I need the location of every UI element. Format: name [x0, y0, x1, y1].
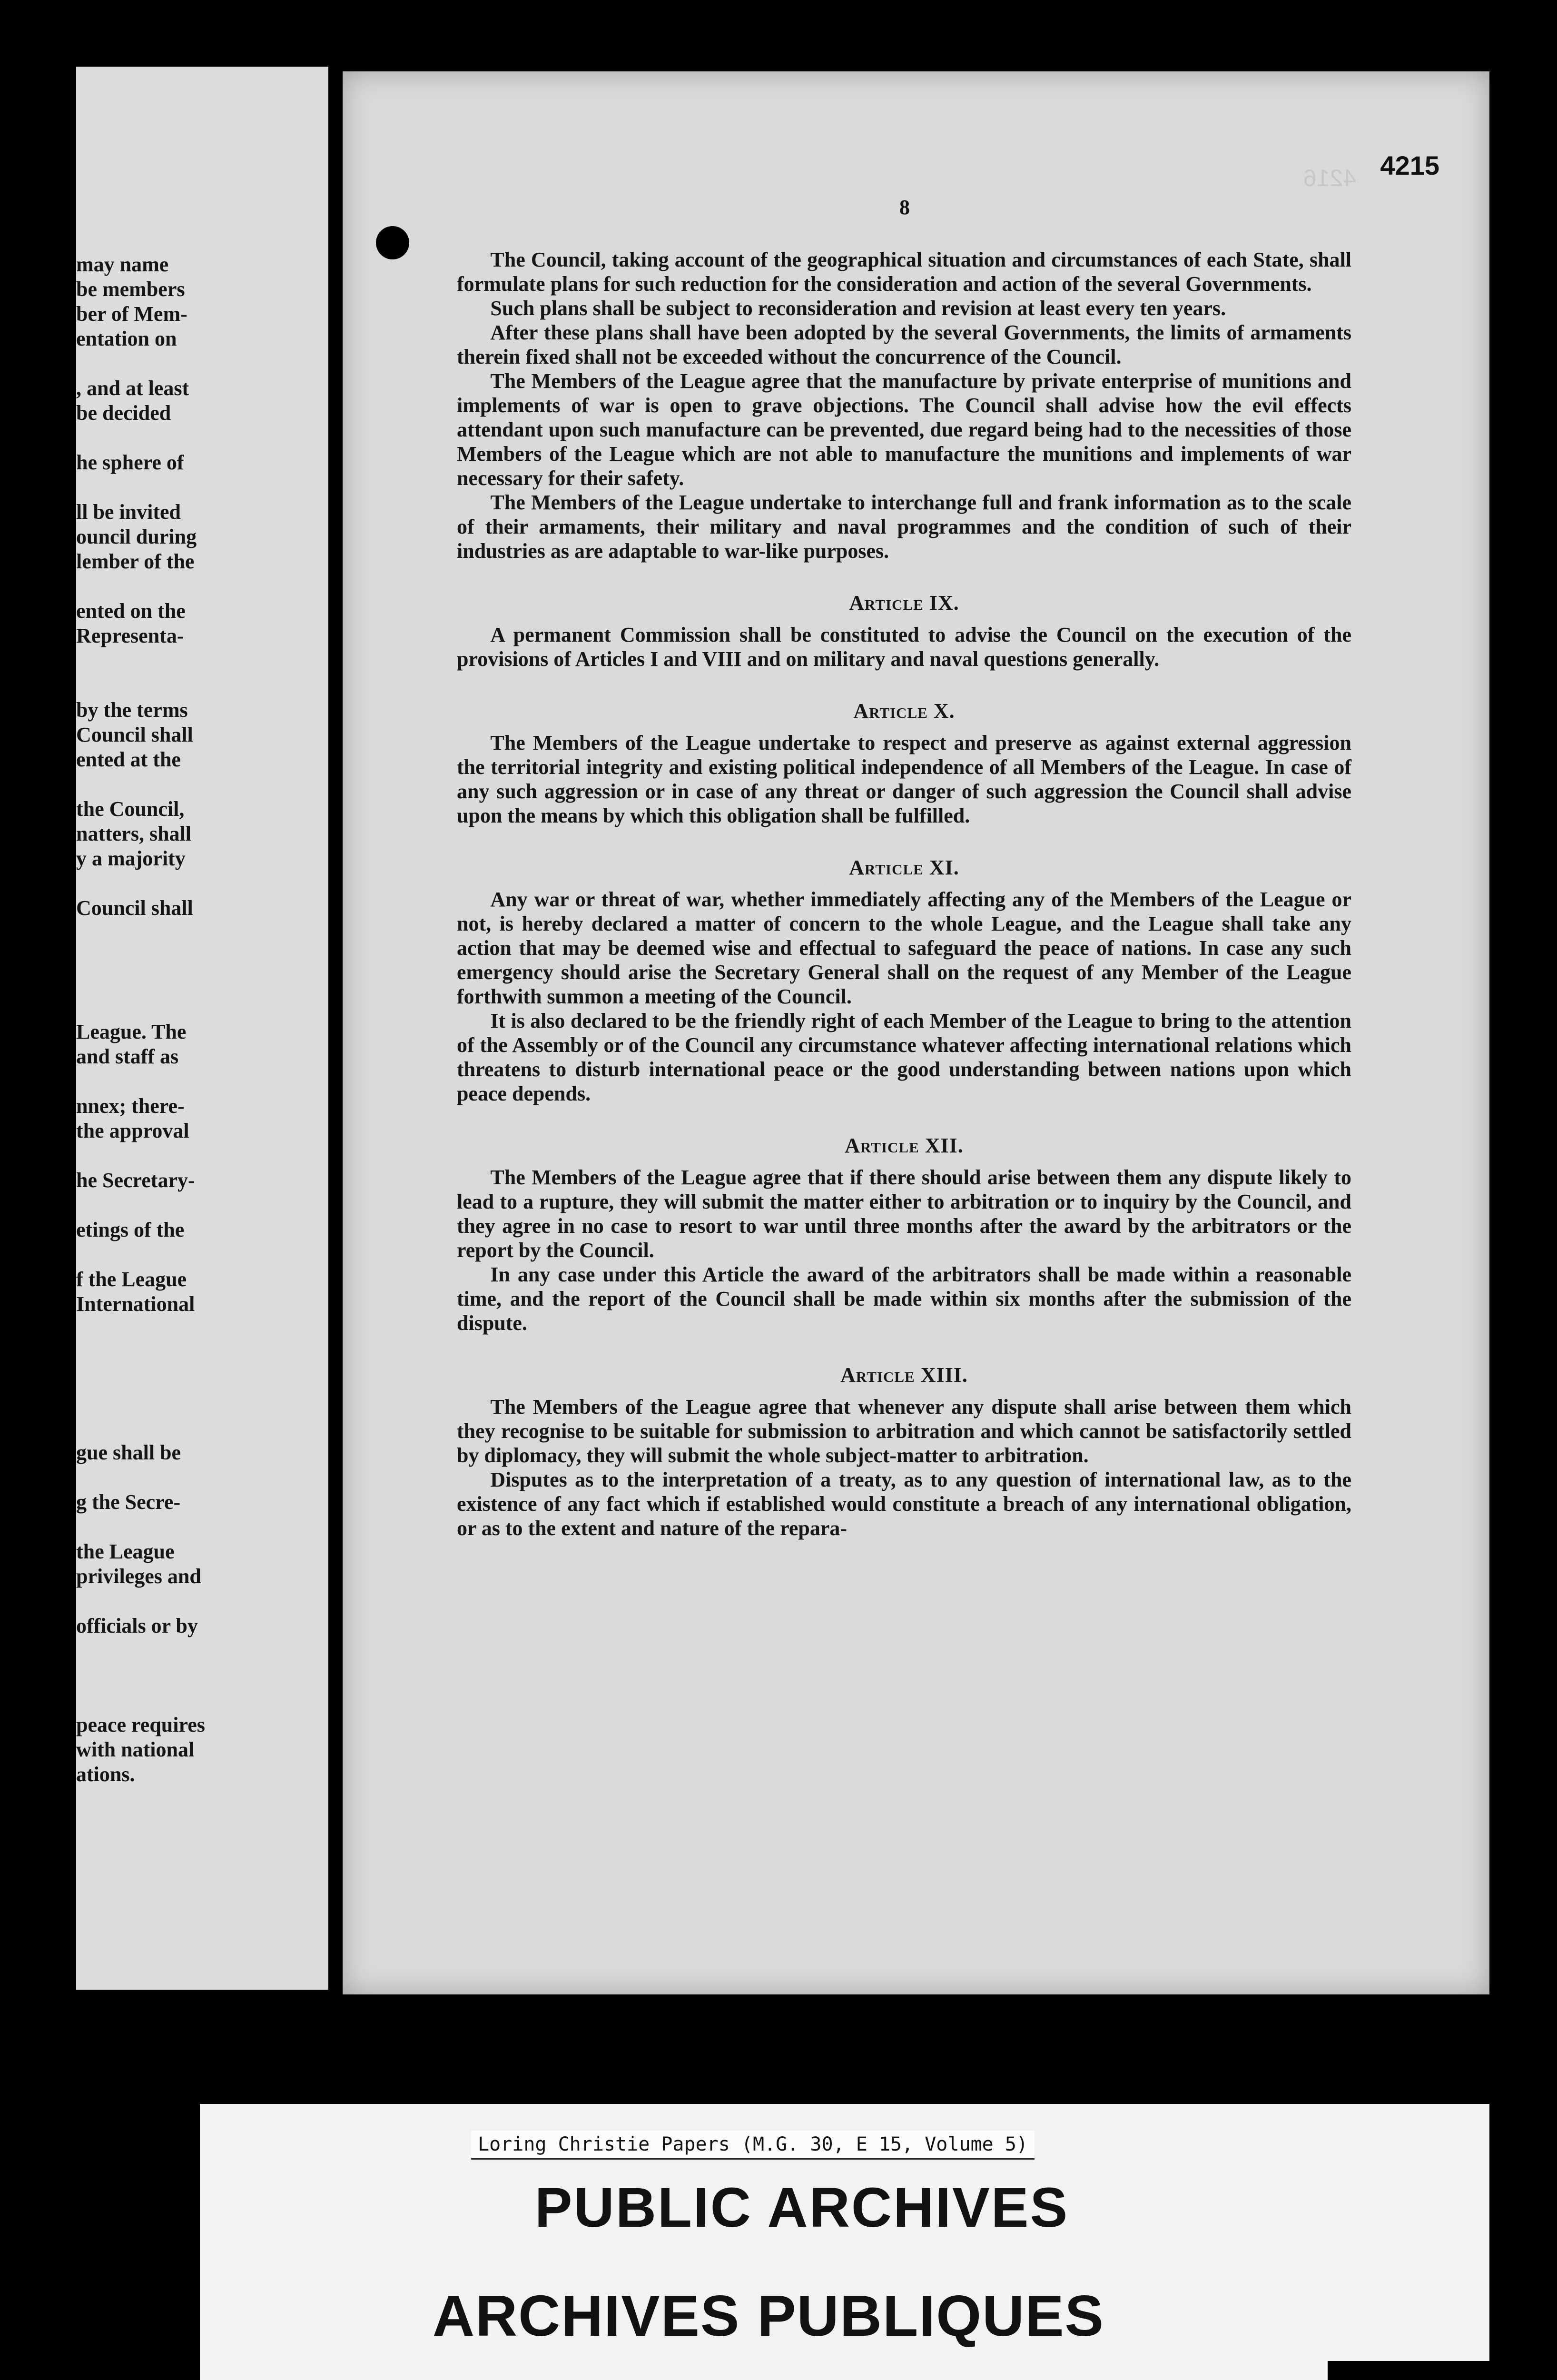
archives-logo: [1328, 2361, 1489, 2380]
left-page-line: ll be invited: [76, 500, 181, 524]
paragraph: The Members of the League agree that the manufacture by private enterprise of munitions and implements of war is open to grave objections. The Council shall advise how the evil effects attendant upon such manufacture can be prevented, due regard being had to the necessities of those Members of the League which are not able to manufacture the munitions and implements of war necessary for their safety.: [457, 369, 1351, 490]
paragraph: The Members of the League agree that whenever any dispute shall arise between them which they recognise to be suitable for submission to arbitration and which cannot be satisfactorily settled by diplomacy, they will submit the whole subject-matter to arbitration.: [457, 1395, 1351, 1467]
document-body: [457, 248, 1351, 1540]
left-page-line: the approval: [76, 1119, 189, 1142]
page-fold-shadow: [328, 67, 343, 1990]
paragraph: Any war or threat of war, whether immediately affecting any of the Members of the League or not, is hereby declared a matter of concern to the whole League, and the League shall take any action that may be deemed wise and effectual to safeguard the peace of nations. In case any such emergency should arise the Secretary General shall on the request of any Member of the League forthwith summon a meeting of the Council.: [457, 888, 1351, 1008]
left-page-line: officials or by: [76, 1614, 198, 1637]
left-page-line: may name: [76, 253, 169, 276]
article-heading: Article XI.: [849, 856, 959, 879]
left-page-line: ations.: [76, 1763, 135, 1786]
left-page-line: natters, shall: [76, 822, 191, 845]
citation-label: Loring Christie Papers (M.G. 30, E 15, Volume 5): [471, 2131, 1035, 2160]
left-page-line: y a majority: [76, 847, 186, 870]
archives-title-fr: ARCHIVES PUBLIQUES: [432, 2283, 1105, 2348]
left-page-line: etings of the: [76, 1218, 185, 1241]
left-page-line: he sphere of: [76, 451, 184, 474]
article-heading: Article X.: [853, 699, 955, 723]
inner-page-number: 8: [899, 196, 910, 219]
paragraph: In any case under this Article the award of the arbitrators shall be made within a reasonable time, and the report of the Council shall be made within six months after the submission of the dispute.: [457, 1263, 1351, 1335]
left-page-line: ented on the: [76, 599, 186, 623]
archives-card: [200, 2104, 1489, 2380]
page-number: 4215: [1380, 150, 1439, 180]
paragraph: Such plans shall be subject to reconsideration and revision at least every ten years.: [490, 297, 1226, 320]
left-page-line: , and at least: [76, 377, 189, 400]
left-page-line: be members: [76, 278, 185, 301]
paragraph: The Council, taking account of the geographical situation and circumstances of each State, shall formulate plans for such reduction for the consideration and action of the several Governments.: [457, 248, 1351, 296]
document-page: [343, 71, 1489, 1994]
left-page-line: he Secretary-: [76, 1169, 195, 1192]
punch-hole: [376, 226, 409, 259]
left-page-line: f the League: [76, 1268, 187, 1291]
ghost-page-number: 4216: [1303, 165, 1356, 191]
left-page-line: Council shall: [76, 896, 193, 920]
left-page-line: ented at the: [76, 748, 181, 771]
left-page-fragment: [76, 67, 328, 1990]
article-heading: Article IX.: [849, 591, 959, 615]
left-page-line: nnex; there-: [76, 1094, 185, 1118]
left-page-line: by the terms: [76, 698, 188, 722]
left-page-line: entation on: [76, 327, 177, 350]
left-page-line: and staff as: [76, 1045, 179, 1068]
left-page-line: peace requires: [76, 1713, 205, 1736]
left-page-line: ber of Mem-: [76, 302, 187, 326]
left-page-line: ouncil during: [76, 525, 197, 548]
left-page-line: lember of the: [76, 550, 195, 573]
paragraph: The Members of the League undertake to interchange full and frank information as to the scale of their armaments, their military and naval programmes and the condition of such of their industries as are adaptable to war-like purposes.: [457, 491, 1351, 563]
left-page-line: Representa-: [76, 624, 184, 647]
paragraph: Disputes as to the interpretation of a treaty, as to any question of international law, as to the existence of any fact which if established would constitute a breach of any international obligation, or as to the extent and nature of the repara-: [457, 1468, 1351, 1540]
left-page-line: the Council,: [76, 797, 185, 821]
paragraph: It is also declared to be the friendly right of each Member of the League to bring to the attention of the Assembly or of the Council any circumstance whatever affecting international relations which threatens to disturb international peace or the good understanding between nations upon which peace depends.: [457, 1009, 1351, 1105]
left-page-line: g the Secre-: [76, 1490, 181, 1514]
paragraph: A permanent Commission shall be constituted to advise the Council on the execution of the provisions of Articles I and VIII and on military and naval questions generally.: [457, 623, 1351, 671]
left-page-line: International: [76, 1292, 195, 1316]
left-page-line: the League: [76, 1540, 175, 1563]
paragraph: The Members of the League undertake to respect and preserve as against external aggression the territorial integrity and existing political independence of all Members of the League. In case of any such aggression or in case of any threat or danger of such aggression the Council shall advise upon the means by which this obligation shall be fulfilled.: [457, 731, 1351, 827]
left-page-line: with national: [76, 1738, 195, 1761]
left-page-line: be decided: [76, 401, 171, 425]
left-page-line: gue shall be: [76, 1441, 181, 1464]
left-page-line: Council shall: [76, 723, 193, 746]
article-heading: Article XIII.: [840, 1363, 968, 1387]
paragraph: The Members of the League agree that if there should arise between them any dispute likely to lead to a rupture, they will submit the matter either to arbitration or to inquiry by the Council, and they agree in no case to resort to war until three months after the award by the arbitrators or the report by the Council.: [457, 1166, 1351, 1262]
archives-title-en: PUBLIC ARCHIVES: [534, 2176, 1069, 2239]
left-page-line: privileges and: [76, 1565, 201, 1588]
left-page-line: League. The: [76, 1020, 187, 1043]
article-heading: Article XII.: [845, 1134, 964, 1157]
paragraph: After these plans shall have been adopted by the several Governments, the limits of armaments therein fixed shall not be exceeded without the concurrence of the Council.: [457, 321, 1351, 368]
